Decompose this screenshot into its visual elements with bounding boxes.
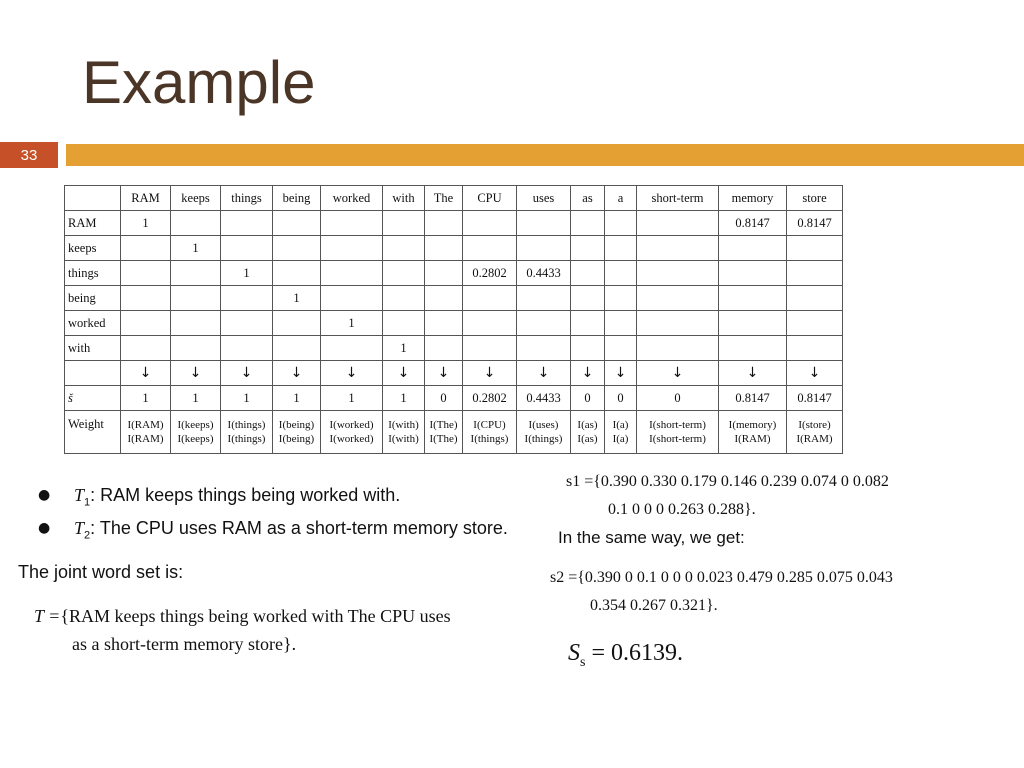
weight-cell	[605, 411, 637, 454]
table-cell: 0	[605, 386, 637, 411]
row-header	[65, 361, 121, 386]
table-cell: ↓	[171, 361, 221, 386]
weight-denominator: I(RAM)	[127, 433, 164, 445]
table-cell	[221, 236, 273, 261]
weight-cell	[517, 411, 571, 454]
table-cell: 1	[221, 386, 273, 411]
weight-cell	[787, 411, 843, 454]
column-header: short-term	[637, 186, 719, 211]
table-cell	[605, 261, 637, 286]
weight-cell	[221, 411, 273, 454]
weight-numerator: I(as)	[577, 419, 598, 431]
table-row	[65, 311, 843, 336]
table-cell: ↓	[517, 361, 571, 386]
table-cell	[383, 311, 425, 336]
table-row	[65, 211, 843, 236]
table-cell	[221, 311, 273, 336]
semantic-vector-table	[64, 185, 843, 454]
table-cell	[221, 211, 273, 236]
row-header: with	[65, 336, 121, 361]
table-cell: 1	[171, 386, 221, 411]
column-header: memory	[719, 186, 787, 211]
table-cell	[719, 236, 787, 261]
table-row	[65, 236, 843, 261]
list-item: ● $T_1$: RAM keeps things being worked with.	[38, 485, 401, 509]
table-cell	[637, 211, 719, 236]
table-cell	[121, 311, 171, 336]
slide-number: 33	[0, 142, 58, 168]
row-header: worked	[65, 311, 121, 336]
table-cell	[383, 261, 425, 286]
row-header: RAM	[65, 211, 121, 236]
weight-numerator: I(short-term)	[649, 419, 706, 431]
table-cell: ↓	[719, 361, 787, 386]
table-cell	[463, 236, 517, 261]
table-cell	[463, 336, 517, 361]
table-cell	[221, 286, 273, 311]
table-cell	[273, 236, 321, 261]
row-header: š	[65, 386, 121, 411]
weight-cell	[571, 411, 605, 454]
table-cell	[321, 336, 383, 361]
weight-numerator: I(uses)	[528, 419, 559, 431]
table-cell	[719, 336, 787, 361]
table-cell	[425, 311, 463, 336]
table-cell	[463, 211, 517, 236]
table-cell: ↓	[321, 361, 383, 386]
weight-numerator: I(keeps)	[177, 419, 214, 431]
table-cell	[273, 336, 321, 361]
column-header: RAM	[121, 186, 171, 211]
table-cell: ↓	[425, 361, 463, 386]
table-cell	[273, 311, 321, 336]
table-cell	[517, 311, 571, 336]
table-cell: ↓	[787, 361, 843, 386]
weight-denominator: I(things)	[524, 433, 563, 445]
weight-cell	[273, 411, 321, 454]
weight-row	[65, 411, 843, 454]
table-cell	[571, 311, 605, 336]
column-header: The	[425, 186, 463, 211]
weight-numerator: I(CPU)	[473, 419, 506, 431]
column-header: things	[221, 186, 273, 211]
table-cell: 0.8147	[787, 386, 843, 411]
column-header: being	[273, 186, 321, 211]
table-cell	[605, 211, 637, 236]
weight-numerator: I(store)	[798, 419, 831, 431]
table-cell	[571, 211, 605, 236]
weight-denominator: I(RAM)	[734, 433, 771, 445]
row-header: things	[65, 261, 121, 286]
table-cell	[273, 211, 321, 236]
table-cell: ↓	[571, 361, 605, 386]
slide-title: Example	[82, 49, 316, 116]
weight-denominator: I(keeps)	[177, 433, 214, 445]
column-header: with	[383, 186, 425, 211]
table-cell	[383, 286, 425, 311]
table-cell: 1	[321, 386, 383, 411]
weight-denominator: I(things)	[470, 433, 509, 445]
table-cell	[571, 236, 605, 261]
corner-cell	[65, 186, 121, 211]
weight-cell	[321, 411, 383, 454]
sentence-list	[38, 484, 528, 549]
weight-numerator: I(The)	[429, 419, 458, 431]
table-cell: 0	[637, 386, 719, 411]
column-header: store	[787, 186, 843, 211]
table-cell	[273, 261, 321, 286]
weight-numerator: I(a)	[612, 419, 629, 431]
weight-cell	[121, 411, 171, 454]
table-cell: 1	[221, 261, 273, 286]
table-cell	[321, 236, 383, 261]
table-cell	[121, 286, 171, 311]
table-cell	[605, 236, 637, 261]
weight-numerator: I(worked)	[329, 419, 374, 431]
bullet-icon: ●	[38, 519, 51, 536]
weight-denominator: I(being)	[278, 433, 315, 445]
table-cell: 0	[425, 386, 463, 411]
weight-denominator: I(things)	[227, 433, 266, 445]
weight-numerator: I(memory)	[728, 419, 777, 431]
table-cell: 0.4433	[517, 261, 571, 286]
weight-cell	[463, 411, 517, 454]
table-cell	[517, 236, 571, 261]
table-cell	[605, 311, 637, 336]
table-cell	[425, 261, 463, 286]
table-cell	[383, 236, 425, 261]
column-header: worked	[321, 186, 383, 211]
bullet-icon: ●	[38, 487, 51, 503]
weight-denominator: I(as)	[577, 433, 598, 445]
table-row	[65, 261, 843, 286]
table-cell	[637, 311, 719, 336]
table-cell: 1	[321, 311, 383, 336]
weight-cell	[383, 411, 425, 454]
weight-numerator: I(with)	[388, 419, 419, 431]
weight-numerator: I(being)	[278, 419, 315, 431]
table-cell	[787, 286, 843, 311]
table-cell	[425, 286, 463, 311]
weight-denominator: I(a)	[612, 433, 629, 445]
table-cell: 1	[383, 386, 425, 411]
table-cell	[571, 286, 605, 311]
table-cell	[637, 261, 719, 286]
table-cell: 1	[383, 336, 425, 361]
table-cell: 0.2802	[463, 261, 517, 286]
table-cell	[171, 211, 221, 236]
similarity-score: $S_s = 0.6139$.	[568, 640, 683, 670]
weight-denominator: I(with)	[388, 433, 419, 445]
table-cell	[517, 286, 571, 311]
table-cell	[221, 336, 273, 361]
table-row	[65, 336, 843, 361]
table-cell	[571, 261, 605, 286]
table-cell: ↓	[273, 361, 321, 386]
table-cell	[463, 311, 517, 336]
table-cell	[787, 261, 843, 286]
table-cell	[171, 311, 221, 336]
table-cell	[637, 336, 719, 361]
table-cell	[321, 261, 383, 286]
table-cell	[121, 336, 171, 361]
table-cell	[517, 211, 571, 236]
table-cell	[571, 336, 605, 361]
table-cell: 0.8147	[787, 211, 843, 236]
weight-denominator: I(RAM)	[796, 433, 833, 445]
table-cell: 0.8147	[719, 211, 787, 236]
table-cell: 0.2802	[463, 386, 517, 411]
table-cell	[605, 286, 637, 311]
table-header-row	[65, 186, 843, 211]
table-cell	[425, 211, 463, 236]
table-cell: 1	[121, 386, 171, 411]
table-cell: ↓	[605, 361, 637, 386]
title-divider-bar	[66, 144, 1024, 166]
weight-cell	[719, 411, 787, 454]
row-header: Weight	[65, 411, 121, 454]
weight-cell	[637, 411, 719, 454]
table-cell	[171, 286, 221, 311]
table-cell	[383, 211, 425, 236]
table-cell	[321, 211, 383, 236]
weight-denominator: I(short-term)	[649, 433, 706, 445]
table-cell: ↓	[463, 361, 517, 386]
table-cell	[517, 336, 571, 361]
table-cell: 1	[273, 286, 321, 311]
column-header: keeps	[171, 186, 221, 211]
table-cell	[605, 336, 637, 361]
table-cell	[425, 336, 463, 361]
table-cell	[719, 286, 787, 311]
table-cell	[637, 286, 719, 311]
table-cell: 1	[121, 211, 171, 236]
table-cell	[787, 236, 843, 261]
table-cell	[121, 236, 171, 261]
weight-cell	[171, 411, 221, 454]
row-header: keeps	[65, 236, 121, 261]
table-cell: 0	[571, 386, 605, 411]
table-cell: ↓	[221, 361, 273, 386]
table-cell: 0.8147	[719, 386, 787, 411]
weight-denominator: I(The)	[429, 433, 458, 445]
table-cell	[121, 261, 171, 286]
table-cell	[719, 261, 787, 286]
table-cell: 1	[273, 386, 321, 411]
table-row	[65, 386, 843, 411]
table-cell	[787, 311, 843, 336]
table-cell: ↓	[383, 361, 425, 386]
table-cell	[719, 311, 787, 336]
table-cell	[321, 286, 383, 311]
joint-set-label: The joint word set is:	[18, 562, 184, 582]
column-header: a	[605, 186, 637, 211]
vector-s2: s2 ={0.390 0 0.1 0 0 0 0.023 0.479 0.285 0.075 0.043 0.354 0.267 0.321}.	[550, 569, 893, 614]
weight-numerator: I(things)	[227, 419, 266, 431]
vector-s1: s1 ={0.390 0.330 0.179 0.146 0.239 0.074 0 0.082 0.1 0 0 0 0.263 0.288}.	[566, 473, 889, 518]
table-cell: 0.4433	[517, 386, 571, 411]
column-header: as	[571, 186, 605, 211]
table-cell: ↓	[637, 361, 719, 386]
table-cell	[637, 236, 719, 261]
table-cell: ↓	[121, 361, 171, 386]
weight-numerator: I(RAM)	[127, 419, 164, 431]
column-header: uses	[517, 186, 571, 211]
weight-denominator: I(worked)	[329, 433, 374, 445]
table-cell	[171, 336, 221, 361]
list-item: ● $T_2$: The CPU uses RAM as a short-term memory store.	[38, 517, 508, 542]
table-row	[65, 361, 843, 386]
table-cell	[171, 261, 221, 286]
table-cell	[425, 236, 463, 261]
joint-word-set: T ={RAM keeps things being worked with The CPU uses as a short-term memory store}.	[34, 606, 451, 654]
row-header: being	[65, 286, 121, 311]
same-way-text: In the same way, we get:	[558, 528, 745, 547]
table-cell	[787, 336, 843, 361]
weight-cell	[425, 411, 463, 454]
column-header: CPU	[463, 186, 517, 211]
table-cell	[463, 286, 517, 311]
table-row	[65, 286, 843, 311]
table-cell: 1	[171, 236, 221, 261]
